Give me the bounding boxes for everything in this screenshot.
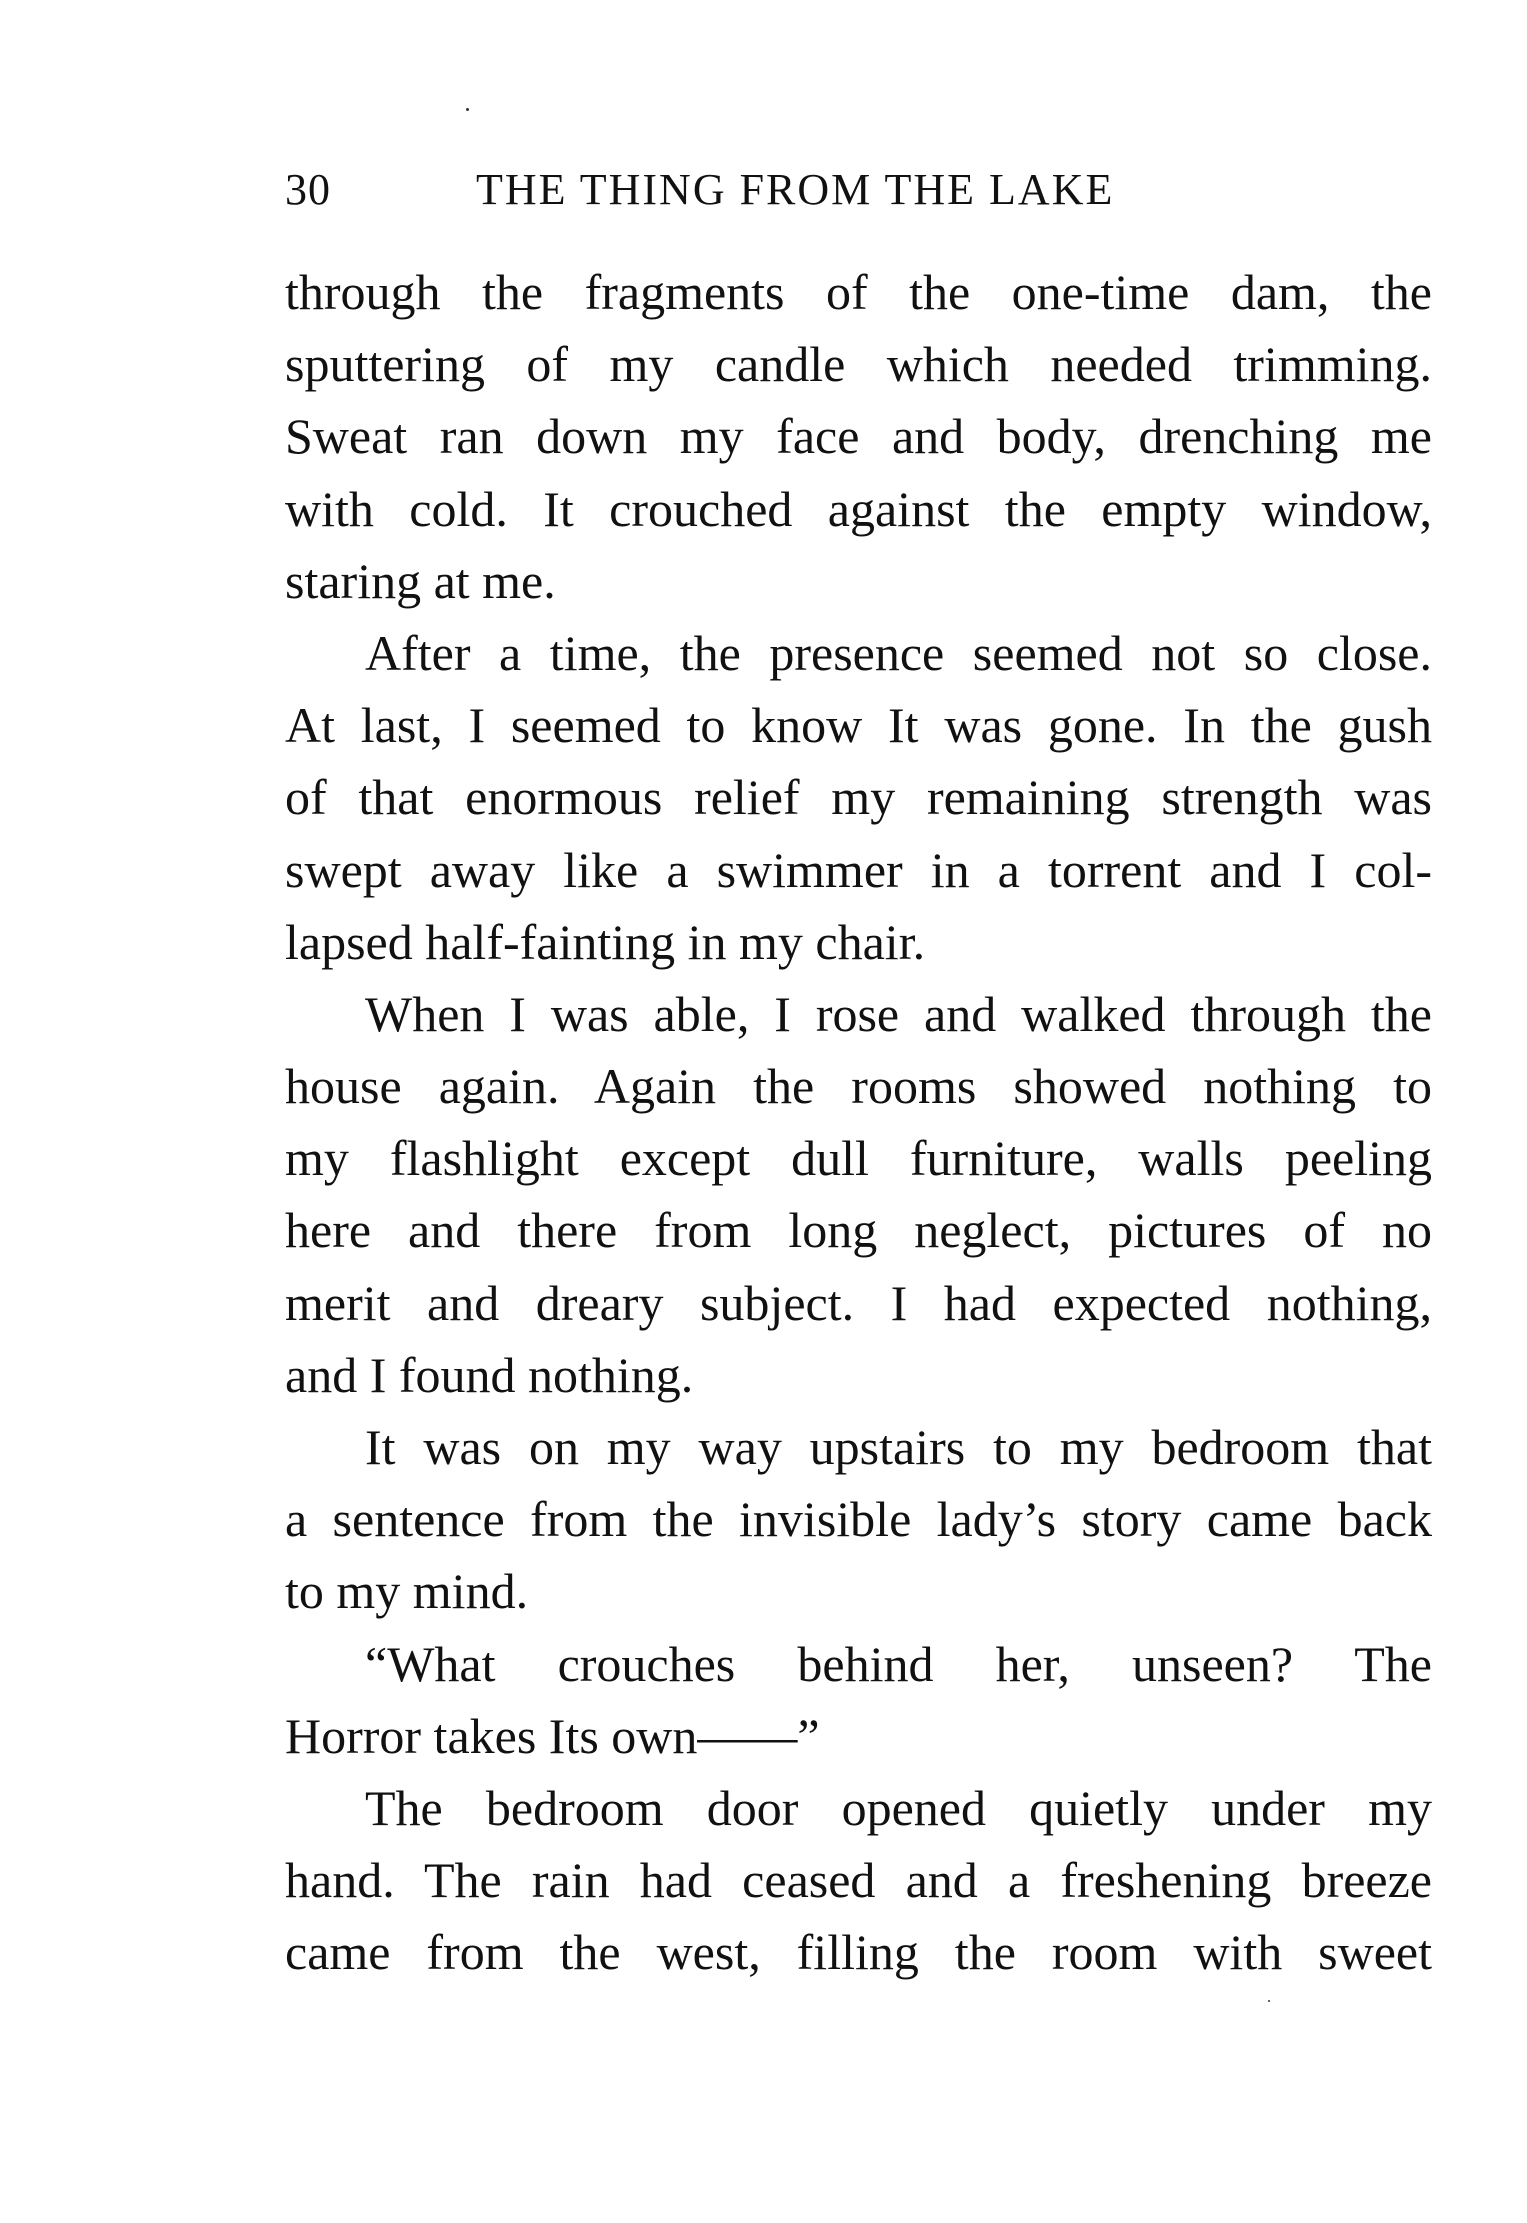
text-line: staring at me. bbox=[285, 552, 556, 609]
paragraph-first-line: After a time, the presence seemed not so close. bbox=[365, 624, 1432, 681]
text-line: of that enormous relief my remaining strength was bbox=[285, 769, 1432, 826]
running-title: THE THING FROM THE LAKE bbox=[476, 165, 1115, 214]
text-line: lapsed half-fainting in my chair. bbox=[285, 913, 926, 970]
text-line: my flashlight except dull furniture, walls peeling bbox=[285, 1130, 1432, 1187]
paragraph-first-line: The bedroom door opened quietly under my bbox=[365, 1779, 1432, 1836]
body-text bbox=[285, 256, 1432, 1989]
paragraph-first-line: “What crouches behind her, unseen? The bbox=[365, 1635, 1432, 1692]
text-line: swept away like a swimmer in a torrent and I col- bbox=[285, 841, 1432, 898]
text-line: a sentence from the invisible lady’s story came back bbox=[285, 1491, 1432, 1548]
text-line: and I found nothing. bbox=[285, 1346, 694, 1403]
text-line: house again. Again the rooms showed nothing to bbox=[285, 1058, 1432, 1115]
text-line: here and there from long neglect, pictures of no bbox=[285, 1202, 1432, 1259]
text-line: came from the west, filling the room with sweet bbox=[285, 1924, 1432, 1981]
text-line: with cold. It crouched against the empty window, bbox=[285, 480, 1432, 537]
scan-speck bbox=[466, 108, 469, 111]
text-line: Horror takes Its own——” bbox=[285, 1707, 820, 1764]
text-line: hand. The rain had ceased and a freshening breeze bbox=[285, 1852, 1432, 1909]
text-line: At last, I seemed to know It was gone. In the gush bbox=[285, 697, 1432, 754]
page-number: 30 bbox=[285, 165, 331, 214]
scan-speck bbox=[1268, 2000, 1270, 2002]
text-line: through the fragments of the one-time dam, the bbox=[285, 264, 1432, 320]
text-line: to my mind. bbox=[285, 1563, 529, 1620]
text-line: merit and dreary subject. I had expected nothing, bbox=[285, 1274, 1432, 1331]
text-line: sputtering of my candle which needed trimming. bbox=[285, 336, 1432, 393]
page-header bbox=[285, 160, 1285, 220]
paragraph-first-line: When I was able, I rose and walked through the bbox=[365, 985, 1432, 1042]
paragraph-first-line: It was on my way upstairs to my bedroom that bbox=[365, 1419, 1432, 1475]
text-line: Sweat ran down my face and body, drenching me bbox=[285, 408, 1432, 465]
